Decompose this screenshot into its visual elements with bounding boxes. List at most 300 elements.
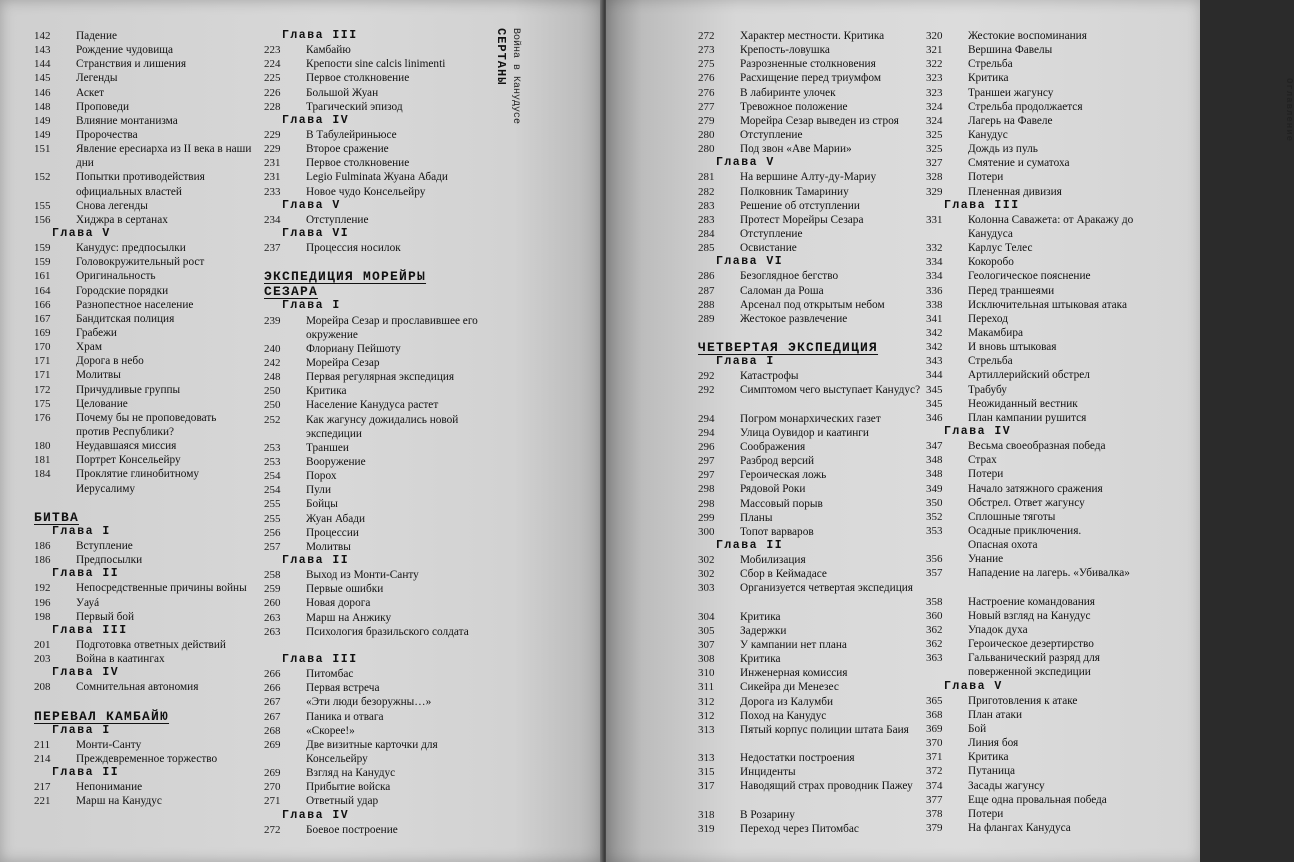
page-number: 143 — [34, 44, 51, 57]
page-number: 377 — [926, 793, 943, 806]
page-number: 269 — [264, 738, 281, 751]
page-number: 229 — [264, 143, 281, 156]
toc-entry — [264, 526, 486, 540]
page-number: 313 — [698, 723, 715, 736]
page-number: 272 — [698, 30, 715, 42]
toc-entry — [698, 511, 930, 525]
page-number: 360 — [926, 609, 943, 622]
toc-entry — [34, 539, 252, 553]
toc-entry — [698, 652, 930, 666]
entry-title: Сомнительная автономия — [76, 681, 199, 694]
entry-title: Второе сражение — [306, 143, 389, 156]
toc-entry — [264, 794, 486, 808]
chapter-heading: Глава I — [716, 355, 775, 369]
toc-entry — [926, 284, 1162, 298]
toc-entry — [698, 312, 930, 326]
chapter-heading: Глава V — [944, 679, 1003, 693]
entry-title: Аскет — [76, 86, 105, 99]
entry-title: Критика — [968, 751, 1009, 764]
spacer — [698, 326, 930, 340]
chapter-heading: Глава V — [282, 198, 341, 212]
toc-entry — [264, 469, 486, 483]
entry-title: Лагерь на Фавеле — [968, 114, 1053, 127]
toc-entry — [698, 43, 930, 57]
page-number: 275 — [698, 58, 715, 71]
toc-entry — [698, 723, 930, 751]
toc-entry — [264, 142, 486, 156]
toc-entry — [264, 342, 486, 356]
entry-title: План кампании рушится — [968, 411, 1087, 424]
entry-title: Вооружение — [306, 455, 366, 468]
page-number: 167 — [34, 312, 51, 325]
entry-title: Большой Жуан — [306, 86, 379, 99]
entry-title: Упадок духа — [968, 623, 1028, 636]
toc-entry — [698, 185, 930, 199]
toc-entry — [926, 411, 1162, 425]
toc-entry — [34, 411, 252, 439]
entry-title: Первое столкновение — [306, 72, 410, 85]
toc-entry — [926, 128, 1162, 142]
entry-title: В лабиринте улочек — [740, 86, 836, 99]
toc-entry — [698, 680, 930, 694]
entry-title: Морейра Сезар выведен из строя — [740, 114, 899, 127]
entry-title: Крепость-ловушка — [740, 44, 830, 57]
entry-title: Саломан да Роша — [740, 284, 824, 297]
entry-title: Поход на Канудус — [740, 709, 827, 722]
book-title: СЕРТАНЫ — [494, 28, 508, 86]
toc-entry — [926, 595, 1162, 609]
toc-entry — [698, 170, 930, 184]
page-number: 224 — [264, 58, 281, 71]
entry-title: Потери — [968, 468, 1004, 481]
toc-entry — [34, 284, 252, 298]
page-number: 321 — [926, 44, 943, 57]
page-number: 283 — [698, 213, 715, 226]
entry-title: Непонимание — [76, 781, 143, 794]
toc-entry — [34, 269, 252, 283]
page-number: 186 — [34, 554, 51, 567]
toc-entry — [34, 199, 252, 213]
page-number: 324 — [926, 114, 943, 127]
toc-entry — [34, 780, 252, 794]
chapter-heading: Глава II — [716, 538, 784, 552]
page-number: 260 — [264, 597, 281, 610]
page-number: 320 — [926, 30, 943, 42]
toc-entry — [698, 567, 930, 581]
page-number: 254 — [264, 484, 281, 497]
page-number: 253 — [264, 441, 281, 454]
page-number: 342 — [926, 326, 943, 339]
toc-entry — [698, 142, 930, 156]
book-subtitle: Война в Канудусе — [510, 28, 521, 125]
toc-entry — [264, 724, 486, 738]
toc-entry — [34, 312, 252, 326]
entry-title: Проклятие глинобитному Иерусалиму — [76, 468, 200, 495]
toc-entry — [698, 553, 930, 567]
entry-title: Канудус: предпосылки — [76, 242, 186, 255]
spacer — [264, 255, 486, 269]
entry-title: Весьма своеобразная победа — [968, 440, 1106, 453]
toc-entry — [264, 611, 486, 625]
page-number: 256 — [264, 526, 281, 539]
chapter-heading: Глава II — [282, 553, 350, 567]
entry-title: Первое столкновение — [306, 157, 410, 170]
entry-title: Начало затяжного сражения — [968, 482, 1103, 495]
toc-entry — [264, 681, 486, 695]
page-number: 370 — [926, 737, 943, 750]
toc-entry — [698, 213, 930, 227]
toc-entry — [698, 298, 930, 312]
toc-entry — [926, 609, 1162, 623]
page-number: 161 — [34, 270, 51, 283]
page-number: 325 — [926, 143, 943, 156]
entry-title: Дождь из пуль — [968, 143, 1038, 156]
page-number: 145 — [34, 72, 51, 85]
page-number: 176 — [34, 411, 51, 424]
toc-entry — [926, 439, 1162, 453]
page-number: 322 — [926, 58, 943, 71]
toc-entry — [34, 57, 252, 71]
page-number: 329 — [926, 185, 943, 198]
entry-title: Планы — [740, 511, 773, 524]
toc-entry — [698, 412, 930, 426]
entry-title: Преждевременное торжество — [76, 752, 218, 765]
toc-entry — [698, 610, 930, 624]
page-number: 146 — [34, 86, 51, 99]
toc-entry — [34, 638, 252, 652]
entry-title: Первая встреча — [306, 682, 380, 695]
entry-title: Траншеи жагунсу — [968, 86, 1054, 99]
page-number: 180 — [34, 440, 51, 453]
toc-entry — [264, 356, 486, 370]
page-number: 144 — [34, 58, 51, 71]
page-number: 331 — [926, 213, 943, 226]
entry-title: Улица Оувидор и каатинги — [740, 426, 869, 439]
page-number: 371 — [926, 751, 943, 764]
entry-title: Попытки противодействия официальных властей — [76, 171, 205, 198]
page-number: 171 — [34, 355, 51, 368]
page-number: 298 — [698, 497, 715, 510]
page-number: 288 — [698, 298, 715, 311]
entry-title: Отступление — [740, 128, 803, 141]
toc-entry — [926, 43, 1162, 57]
entry-title: Решение об отступлении — [740, 199, 860, 212]
entry-title: Линия боя — [968, 737, 1019, 750]
toc-entry — [698, 482, 930, 496]
page-number: 208 — [34, 681, 51, 694]
page-number: 214 — [34, 752, 51, 765]
entry-title: Подготовка ответных действий — [76, 638, 226, 651]
toc-entry — [34, 86, 252, 100]
entry-title: Новый взгляд на Канудус — [968, 609, 1091, 622]
toc-entry — [34, 652, 252, 666]
entry-title: На вершине Алту-ду-Мариу — [740, 171, 877, 184]
page-number: 198 — [34, 610, 51, 623]
page-number: 345 — [926, 397, 943, 410]
page-number: 217 — [34, 781, 51, 794]
chapter-heading: Глава II — [52, 766, 120, 780]
entry-title: Характер местности. Критика — [740, 30, 885, 42]
page-number: 276 — [698, 72, 715, 85]
page-number: 308 — [698, 653, 715, 666]
toc-entry — [264, 86, 486, 100]
page-number: 342 — [926, 341, 943, 354]
toc-entry — [926, 57, 1162, 71]
entry-title: Бойцы — [306, 498, 338, 511]
entry-title: Разнопестное население — [76, 298, 194, 311]
entry-title: Канудус — [968, 128, 1008, 141]
toc-entry — [926, 255, 1162, 269]
page-number: 151 — [34, 143, 51, 156]
page-number: 283 — [698, 199, 715, 212]
page-number: 266 — [264, 668, 281, 681]
entry-title: Крепости sine calcis linimenti — [306, 58, 446, 71]
entry-title: Уауá — [76, 596, 100, 609]
page-number: 303 — [698, 582, 715, 595]
toc-entry — [698, 269, 930, 283]
entry-title: Порох — [306, 470, 337, 483]
toc-entry — [34, 397, 252, 411]
entry-title: Паника и отвага — [306, 710, 384, 723]
page-number: 166 — [34, 298, 51, 311]
page-number: 155 — [34, 199, 51, 212]
entry-title: Критика — [740, 610, 781, 623]
entry-title: Героическое дезертирство — [968, 638, 1094, 651]
entry-title: Жестокие воспоминания — [968, 30, 1087, 42]
page-number: 336 — [926, 284, 943, 297]
toc-entry — [264, 483, 486, 497]
entry-title: Протест Морейры Сезара — [740, 213, 864, 226]
page-number: 152 — [34, 171, 51, 184]
page-number: 369 — [926, 722, 943, 735]
toc-entry — [926, 623, 1162, 637]
entry-title: Процессии — [306, 526, 359, 539]
page-number: 374 — [926, 779, 943, 792]
page-number: 323 — [926, 72, 943, 85]
page-number: 325 — [926, 128, 943, 141]
page-number: 299 — [698, 511, 715, 524]
entry-title: Рядовой Роки — [740, 483, 806, 496]
entry-title: Мобилизация — [740, 554, 806, 567]
entry-title: Расхищение перед триумфом — [740, 72, 881, 85]
page-number: 317 — [698, 780, 715, 793]
toc-entry — [698, 468, 930, 482]
toc-entry — [264, 128, 486, 142]
page-number: 280 — [698, 143, 715, 156]
chapter-heading: Глава VI — [282, 226, 350, 240]
toc-entry — [264, 170, 486, 184]
chapter-heading: Глава III — [944, 198, 1020, 212]
toc-entry — [698, 199, 930, 213]
page-number: 259 — [264, 583, 281, 596]
entry-title: Выход из Монти-Санту — [306, 569, 419, 582]
toc-entry — [926, 510, 1162, 524]
page-number: 346 — [926, 411, 943, 424]
toc-entry — [34, 752, 252, 766]
page-number: 242 — [264, 356, 281, 369]
page-number: 237 — [264, 242, 281, 255]
entry-title: Боевое построение — [306, 823, 398, 836]
entry-title: Первые ошибки — [306, 583, 384, 596]
toc-entry — [34, 738, 252, 752]
page-number: 365 — [926, 694, 943, 707]
page-number: 142 — [34, 30, 51, 42]
entry-title: И вновь штыковая — [968, 341, 1057, 354]
entry-title: Соображения — [740, 440, 806, 453]
section-title: ПЕРЕВАЛ КАМБАЙЮ — [34, 708, 170, 724]
entry-title: Кокоробо — [968, 256, 1014, 269]
entry-title: Первая регулярная экспедиция — [306, 371, 455, 384]
toc-entry — [926, 453, 1162, 467]
page-number: 148 — [34, 100, 51, 113]
toc-entry — [926, 29, 1162, 43]
entry-title: Грабежи — [76, 326, 117, 339]
toc-entry — [926, 86, 1162, 100]
page-number: 358 — [926, 595, 943, 608]
chapter-heading: Глава V — [52, 227, 111, 240]
toc-entry — [34, 298, 252, 312]
entry-title: Непосредственные причины войны — [76, 582, 247, 595]
entry-title: Падение — [76, 30, 118, 42]
toc-entry — [698, 808, 930, 822]
entry-title: Взгляд на Канудус — [306, 767, 396, 780]
entry-title: Пули — [306, 484, 331, 497]
page-number: 313 — [698, 752, 715, 765]
entry-title: Две визитные карточки для Консельейру — [306, 738, 438, 765]
toc-label: Оглавление — [1284, 78, 1294, 143]
entry-title: Задержки — [740, 624, 787, 637]
toc-entry — [264, 512, 486, 526]
toc-entry — [34, 43, 252, 57]
entry-title: Процессия носилок — [306, 242, 401, 255]
entry-title: Симптомом чего выступает Канудус? — [740, 384, 921, 397]
page-number: 276 — [698, 86, 715, 99]
page-number: 268 — [264, 724, 281, 737]
page-number: 273 — [698, 44, 715, 57]
page-number: 250 — [264, 385, 281, 398]
toc-entry — [698, 497, 930, 511]
entry-title: Неожиданный вестник — [968, 397, 1078, 410]
page-number: 263 — [264, 611, 281, 624]
page-number: 277 — [698, 100, 715, 113]
spacer — [34, 496, 252, 510]
toc-entry — [698, 369, 930, 383]
chapter-heading: Глава VI — [716, 255, 784, 269]
page-number: 231 — [264, 157, 281, 170]
page-number: 282 — [698, 185, 715, 198]
page-number: 149 — [34, 128, 51, 141]
entry-title: Безоглядное бегство — [740, 270, 839, 283]
toc-entry — [698, 779, 930, 807]
page-number: 267 — [264, 696, 281, 709]
entry-title: Вершина Фавелы — [968, 44, 1053, 57]
entry-title: Трагический эпизод — [306, 100, 403, 113]
toc-entry — [264, 766, 486, 780]
toc-entry — [926, 269, 1162, 283]
page-number: 328 — [926, 171, 943, 184]
toc-entry — [698, 709, 930, 723]
page-number: 263 — [264, 625, 281, 638]
page-number: 169 — [34, 326, 51, 339]
page-number: 310 — [698, 667, 715, 680]
entry-title: Переход через Питомбас — [740, 822, 859, 835]
toc-entry — [698, 624, 930, 638]
toc-entry — [34, 326, 252, 340]
entry-title: Бой — [968, 722, 987, 735]
page-number: 226 — [264, 86, 281, 99]
page-number: 334 — [926, 256, 943, 269]
toc-entry — [34, 383, 252, 397]
toc-entry — [926, 566, 1162, 594]
toc-entry — [264, 625, 486, 653]
toc-entry — [34, 581, 252, 595]
entry-title: У кампании нет плана — [740, 638, 847, 651]
entry-title: Переход — [968, 312, 1008, 325]
entry-title: Хиджра в сертанах — [76, 213, 168, 226]
entry-title: Психология бразильского солдата — [306, 625, 469, 638]
entry-title: Отступление — [306, 213, 369, 226]
page-number: 332 — [926, 242, 943, 255]
toc-entry — [34, 610, 252, 624]
entry-title: Рождение чудовища — [76, 44, 173, 57]
toc-entry — [34, 142, 252, 170]
toc-entry — [926, 750, 1162, 764]
entry-title: Причудливые группы — [76, 383, 181, 396]
entry-title: Проповеди — [76, 100, 130, 113]
toc-entry — [34, 354, 252, 368]
toc-entry — [698, 100, 930, 114]
page-number: 170 — [34, 341, 51, 354]
page-number: 312 — [698, 695, 715, 708]
toc-column-1 — [34, 29, 252, 809]
toc-entry — [926, 821, 1162, 835]
entry-title: Стрельба — [968, 58, 1013, 71]
toc-entry — [34, 29, 252, 43]
toc-entry — [698, 114, 930, 128]
entry-title: Марш на Канудус — [76, 795, 162, 808]
toc-column-4 — [926, 29, 1162, 835]
toc-entry — [926, 637, 1162, 651]
page-number: 255 — [264, 512, 281, 525]
toc-entry — [264, 710, 486, 724]
toc-entry — [926, 312, 1162, 326]
page-number: 294 — [698, 426, 715, 439]
page-number: 239 — [264, 314, 281, 327]
toc-entry — [926, 185, 1162, 199]
page-number: 231 — [264, 171, 281, 184]
page-number: 192 — [34, 582, 51, 595]
page-number: 156 — [34, 213, 51, 226]
toc-entry — [926, 368, 1162, 382]
page-number: 300 — [698, 525, 715, 538]
toc-entry — [926, 722, 1162, 736]
chapter-heading: Глава I — [52, 723, 111, 737]
toc-entry — [926, 807, 1162, 821]
toc-entry — [926, 764, 1162, 778]
toc-entry — [698, 440, 930, 454]
page-number: 302 — [698, 554, 715, 567]
chapter-heading: Глава V — [716, 156, 775, 170]
toc-entry — [264, 185, 486, 199]
toc-entry — [264, 370, 486, 384]
toc-entry — [926, 326, 1162, 340]
toc-entry — [34, 71, 252, 85]
toc-entry — [698, 57, 930, 71]
page-number: 280 — [698, 128, 715, 141]
toc-entry — [926, 142, 1162, 156]
entry-title: Вступление — [76, 539, 133, 552]
page-number: 362 — [926, 638, 943, 651]
